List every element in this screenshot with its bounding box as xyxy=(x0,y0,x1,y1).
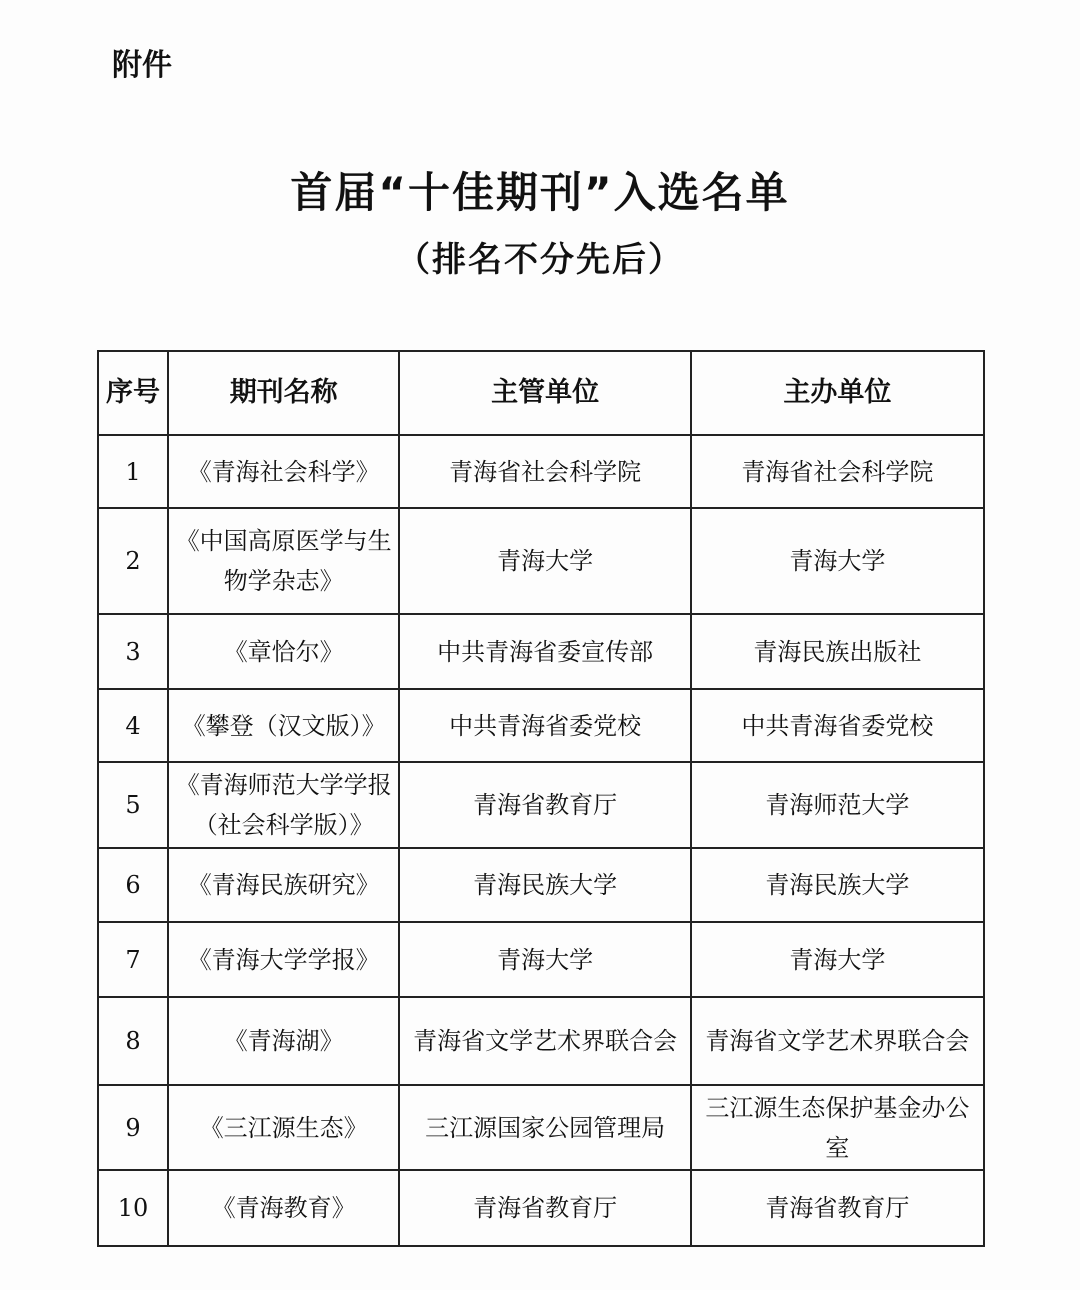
header-journal-name: 期刊名称 xyxy=(168,351,400,435)
sponsoring-unit: 青海民族出版社 xyxy=(691,614,984,689)
journal-list-table xyxy=(97,350,985,1247)
sponsoring-unit: 青海师范大学 xyxy=(691,762,984,848)
table-row xyxy=(98,1085,984,1170)
sponsoring-unit: 青海省社会科学院 xyxy=(691,435,984,508)
attachment-label: 附件 xyxy=(112,48,172,83)
header-sponsoring-unit: 主办单位 xyxy=(691,351,984,435)
journal-name: 《攀登（汉文版）》 xyxy=(168,689,400,762)
sponsoring-unit: 中共青海省委党校 xyxy=(691,689,984,762)
journal-name: 《章恰尔》 xyxy=(168,614,400,689)
journal-name: 《青海民族研究》 xyxy=(168,848,400,922)
row-number: 5 xyxy=(98,762,168,848)
table-row xyxy=(98,922,984,997)
supervising-unit: 青海省教育厅 xyxy=(399,762,690,848)
journal-name: 《三江源生态》 xyxy=(168,1085,400,1170)
sponsoring-unit: 三江源生态保护基金办公室 xyxy=(691,1085,984,1170)
row-number: 6 xyxy=(98,848,168,922)
row-number: 1 xyxy=(98,435,168,508)
sponsoring-unit: 青海省教育厅 xyxy=(691,1170,984,1246)
row-number: 10 xyxy=(98,1170,168,1246)
table-row xyxy=(98,848,984,922)
supervising-unit: 中共青海省委宣传部 xyxy=(399,614,690,689)
journal-name: 《青海湖》 xyxy=(168,997,400,1085)
supervising-unit: 青海大学 xyxy=(399,508,690,614)
header-supervising-unit: 主管单位 xyxy=(399,351,690,435)
supervising-unit: 青海大学 xyxy=(399,922,690,997)
supervising-unit: 青海省文学艺术界联合会 xyxy=(399,997,690,1085)
supervising-unit: 中共青海省委党校 xyxy=(399,689,690,762)
sponsoring-unit: 青海大学 xyxy=(691,508,984,614)
sponsoring-unit: 青海省文学艺术界联合会 xyxy=(691,997,984,1085)
supervising-unit: 青海省社会科学院 xyxy=(399,435,690,508)
supervising-unit: 三江源国家公园管理局 xyxy=(399,1085,690,1170)
journal-name: 《青海大学学报》 xyxy=(168,922,400,997)
row-number: 2 xyxy=(98,508,168,614)
table-row xyxy=(98,614,984,689)
journal-name: 《中国高原医学与生物学杂志》 xyxy=(168,508,400,614)
supervising-unit: 青海省教育厅 xyxy=(399,1170,690,1246)
sponsoring-unit: 青海大学 xyxy=(691,922,984,997)
table-row xyxy=(98,508,984,614)
journal-name: 《青海师范大学学报（社会科学版）》 xyxy=(168,762,400,848)
table-row xyxy=(98,1170,984,1246)
row-number: 7 xyxy=(98,922,168,997)
header-number: 序号 xyxy=(98,351,168,435)
row-number: 4 xyxy=(98,689,168,762)
document-title: 首届“十佳期刊”入选名单 xyxy=(290,168,790,217)
table-row xyxy=(98,689,984,762)
table-header-row xyxy=(98,351,984,435)
row-number: 3 xyxy=(98,614,168,689)
supervising-unit: 青海民族大学 xyxy=(399,848,690,922)
row-number: 8 xyxy=(98,997,168,1085)
journal-name: 《青海教育》 xyxy=(168,1170,400,1246)
table-row xyxy=(98,762,984,848)
document-subtitle: （排名不分先后） xyxy=(396,240,684,280)
table-row xyxy=(98,435,984,508)
row-number: 9 xyxy=(98,1085,168,1170)
table-row xyxy=(98,997,984,1085)
journal-name: 《青海社会科学》 xyxy=(168,435,400,508)
sponsoring-unit: 青海民族大学 xyxy=(691,848,984,922)
